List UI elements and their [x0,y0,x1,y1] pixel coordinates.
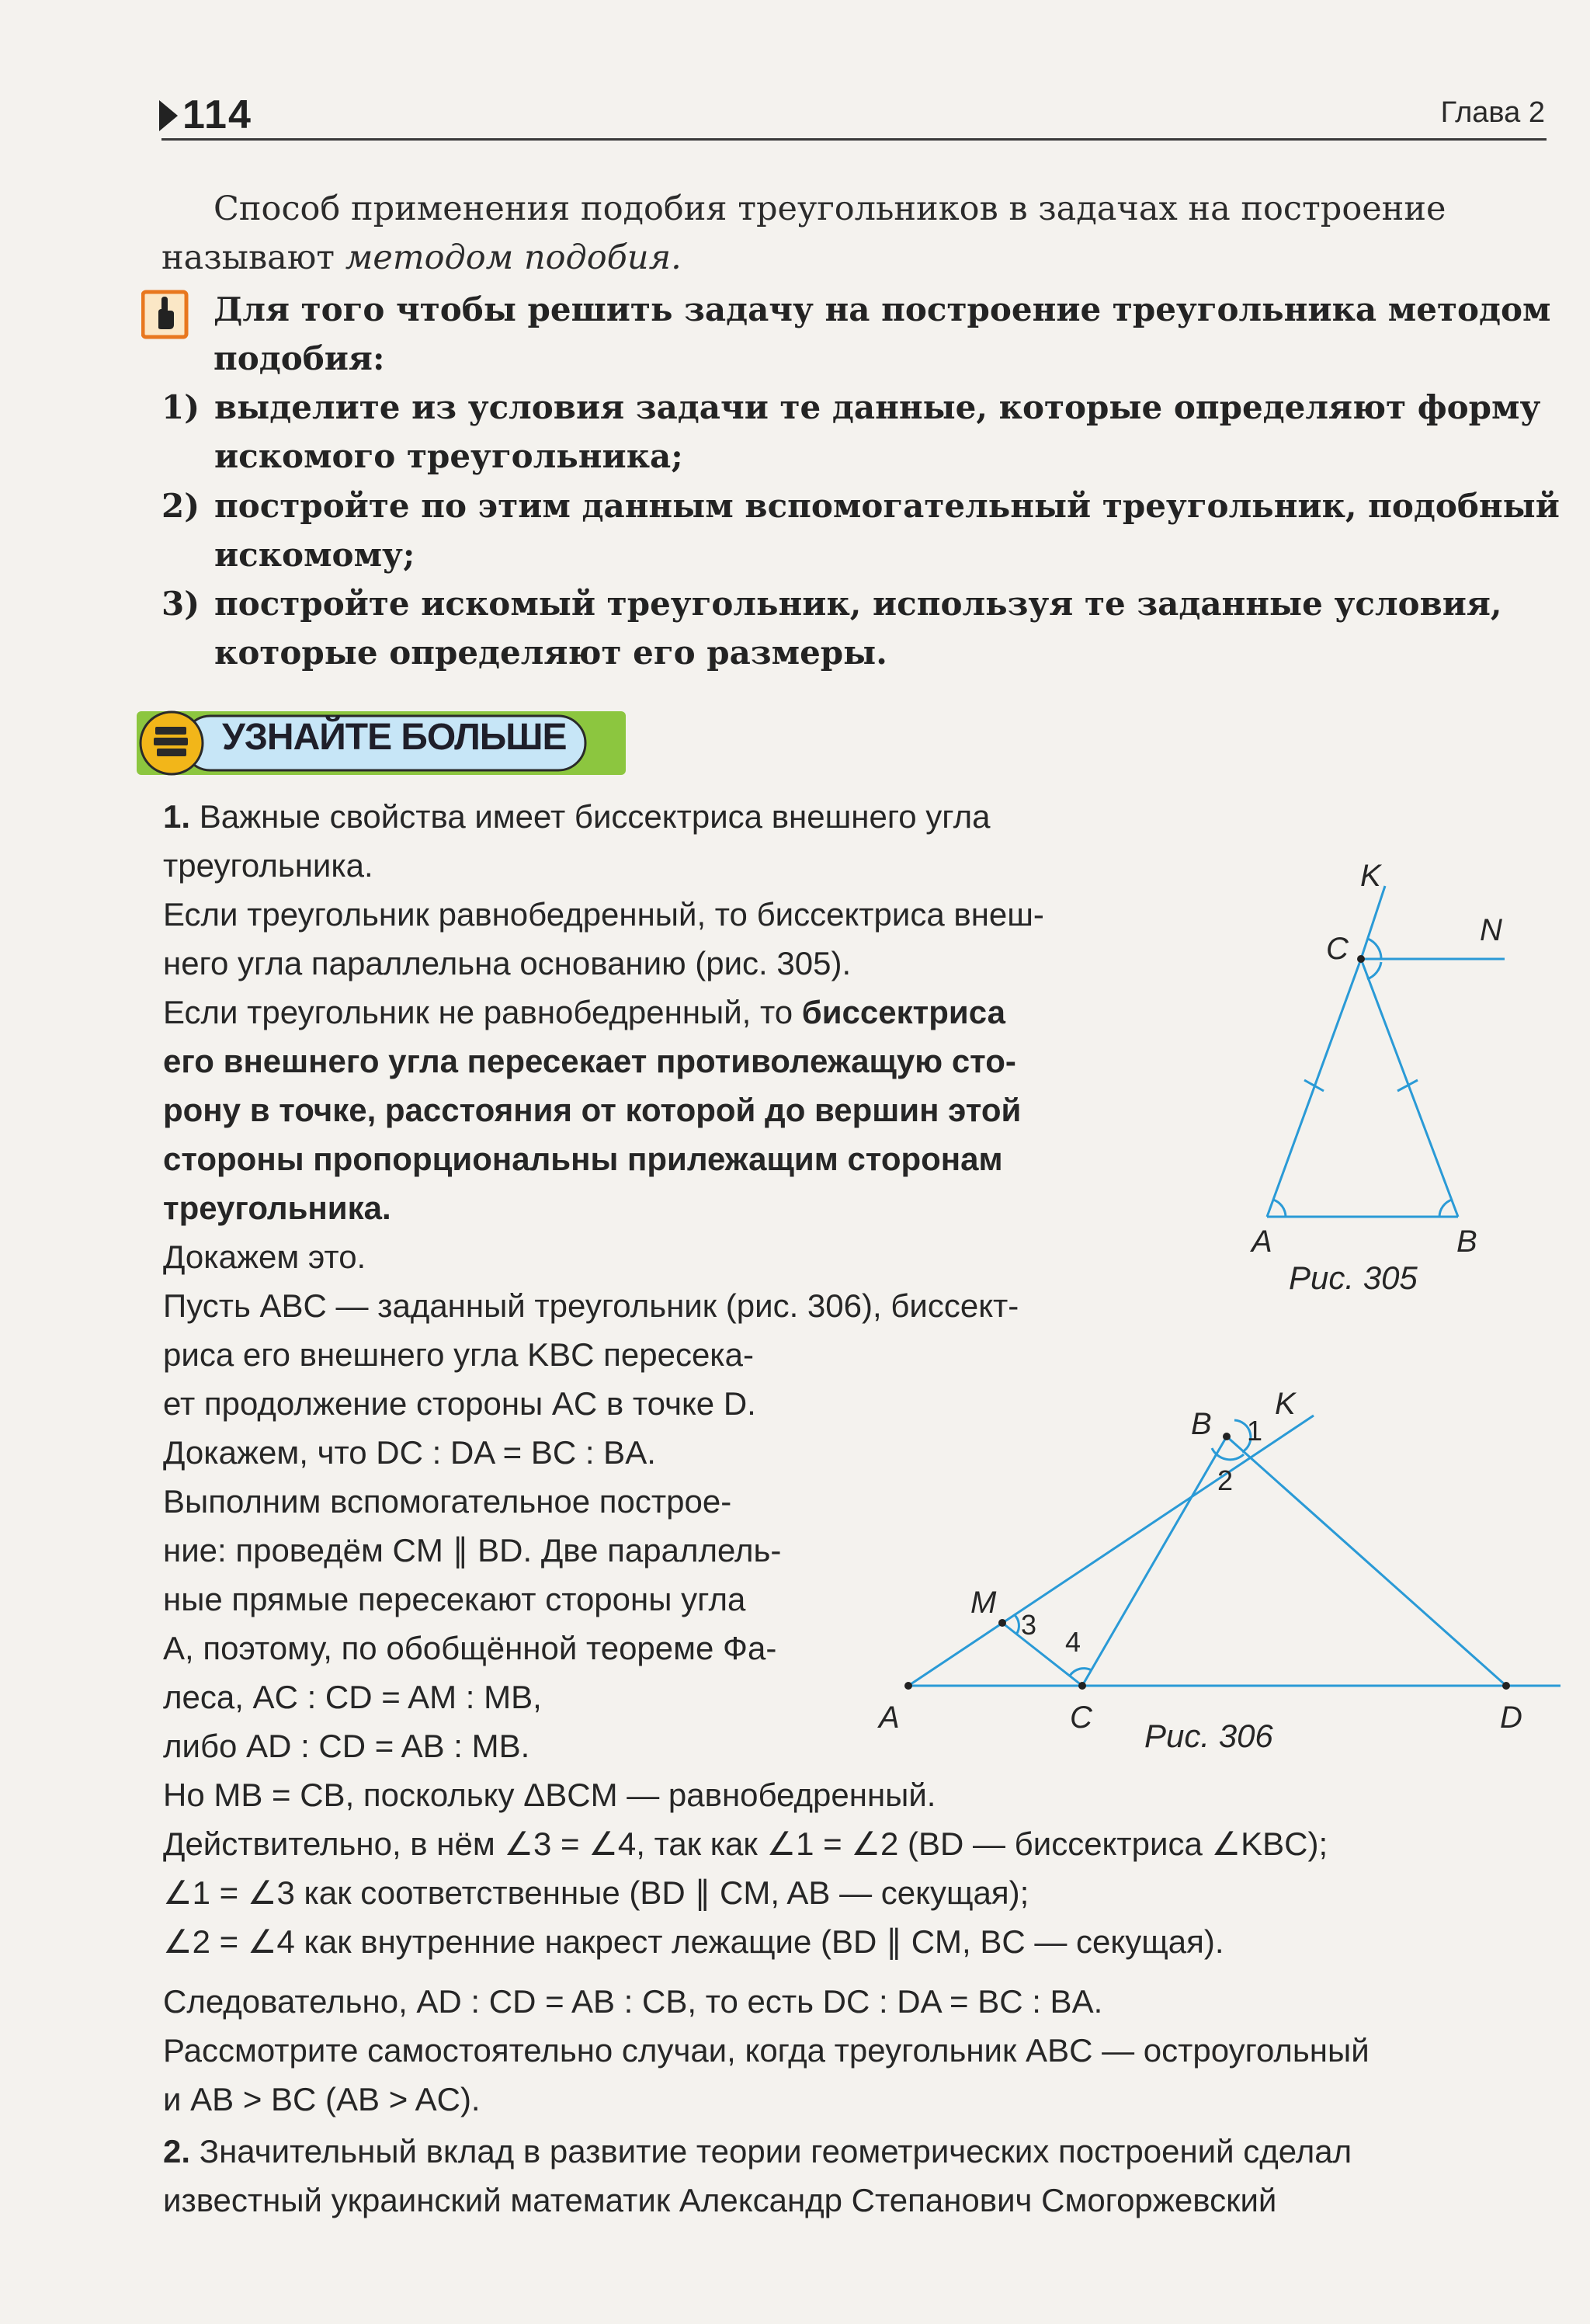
label-b: B [1191,1407,1212,1441]
intro-line-1: Способ применения подобия треугольников в задачах на построение [214,189,1446,228]
point-c [1078,1682,1086,1690]
item-2-line: 2. Значительный вклад в развитие теории геометрических построений сделал [163,2133,1352,2169]
side-cb [1361,959,1458,1217]
body-line-19: леса, AC : CD = AM : MB, [163,1679,542,1715]
label-a: A [879,1700,900,1735]
body-line-09: треугольника. [163,1190,391,1226]
body-line-21: Но MB = CB, поскольку ΔBCM — равнобедренный. [163,1777,936,1813]
angle-arc-2 [1212,1448,1244,1460]
hand-pointer-icon [141,289,189,340]
angle-label-3: 3 [1021,1609,1037,1641]
body-line-20: либо AD : CD = AB : MB. [163,1728,530,1764]
body-line-03: Если треугольник равнобедренный, то биссектриса внеш- [163,896,1044,933]
angle-label-1: 1 [1247,1415,1263,1447]
point-m [998,1619,1006,1627]
body-line-25: Следовательно, AD : CD = AB : CB, то есть DC : DA = BC : BA. [163,1983,1103,2020]
angle-arc-c2 [1367,962,1381,979]
label-c: C [1070,1700,1092,1735]
body-line-15: Выполним вспомогательное построе- [163,1483,732,1520]
body-line-07: рону в точке, расстояния от которой до вершин этой [163,1092,1022,1128]
body-line-02: треугольника. [163,847,373,884]
body-line-23: ∠1 = ∠3 как соответственные (BD ∥ CM, AB — секущая); [163,1874,1029,1911]
body-line-24: ∠2 = ∠4 как внутренние накрест лежащие (BD ∥ CM, BC — секущая). [163,1923,1224,1960]
body-line-10: Докажем это. [163,1238,366,1275]
label-a: A [1252,1225,1272,1259]
body-line-29: известный украинский математик Александр Степанович Смогоржевский [163,2182,1277,2218]
rule-line-2: подобия: [214,339,385,377]
bisector-bd [1227,1436,1506,1686]
angle-arc-a [1273,1200,1286,1217]
item-1-line: 1. Важные свойства имеет биссектриса внешнего угла [163,798,991,835]
label-d: D [1500,1700,1522,1735]
angle-arc-b [1439,1200,1452,1217]
body-line-27: и AB > BC (AB > AC). [163,2081,481,2117]
figure-306 [862,1324,1568,1766]
point-d [1502,1682,1510,1690]
rule-line-1: Для того чтобы решить задачу на построение треугольника методом [214,290,1551,328]
figure-305 [1211,858,1537,1293]
body-line-16: ние: проведём CM ∥ BD. Две параллель- [163,1532,782,1568]
side-cb [1082,1436,1227,1686]
label-k: K [1275,1387,1296,1421]
body-line-26: Рассмотрите самостоятельно случаи, когда треугольник ABC — остроугольный [163,2032,1370,2069]
body-line-17: ные прямые пересекают стороны угла [163,1581,746,1617]
label-m: M [970,1586,997,1620]
body-line-22: Действительно, в нём ∠3 = ∠4, так как ∠1 = ∠2 (BD — биссектриса ∠KBC); [163,1826,1328,1862]
figure-305-caption: Рис. 305 [1289,1259,1418,1296]
header-divider [161,138,1547,141]
chapter-title: Глава 2 [1440,96,1545,129]
figure-306-caption: Рис. 306 [1144,1718,1273,1754]
label-b: B [1456,1225,1477,1259]
body-line-06: его внешнего угла пересекает противолежащую сто- [163,1043,1016,1079]
books-icon [154,727,188,756]
label-c: C [1326,932,1349,966]
body-line-14: Докажем, что DC : DA = BC : BA. [163,1434,656,1471]
body-line-04: него угла параллельна основанию (рис. 305). [163,945,852,981]
intro-line-2: называют методом подобия. [161,238,682,277]
angle-label-2: 2 [1217,1464,1234,1496]
body-line-12: риса его внешнего угла KBC пересека- [163,1336,754,1373]
label-n: N [1480,913,1502,947]
point-b [1223,1433,1231,1440]
body-line-11: Пусть ABC — заданный треугольник (рис. 306), биссект- [163,1287,1019,1324]
label-k: K [1360,859,1381,893]
side-ac [1267,959,1361,1217]
banner-title: УЗНАЙТЕ БОЛЬШЕ [222,717,567,758]
angle-arc-c1 [1368,939,1381,959]
body-line-13: ет продолжение стороны AC в точке D. [163,1385,756,1422]
extension-ck [1361,886,1385,959]
point-a [904,1682,912,1690]
line-ab-extended-k [908,1416,1314,1686]
triangle-marker-icon [159,100,178,131]
body-line-05: Если треугольник не равнобедренный, то биссектриса [163,994,1005,1030]
page-number: 114 [159,92,252,138]
body-line-08: стороны пропорциональны прилежащим сторонам [163,1141,1003,1177]
angle-label-4: 4 [1065,1626,1081,1658]
point-c [1357,955,1365,963]
body-line-18: A, поэтому, по обобщённой теореме Фа- [163,1630,777,1666]
